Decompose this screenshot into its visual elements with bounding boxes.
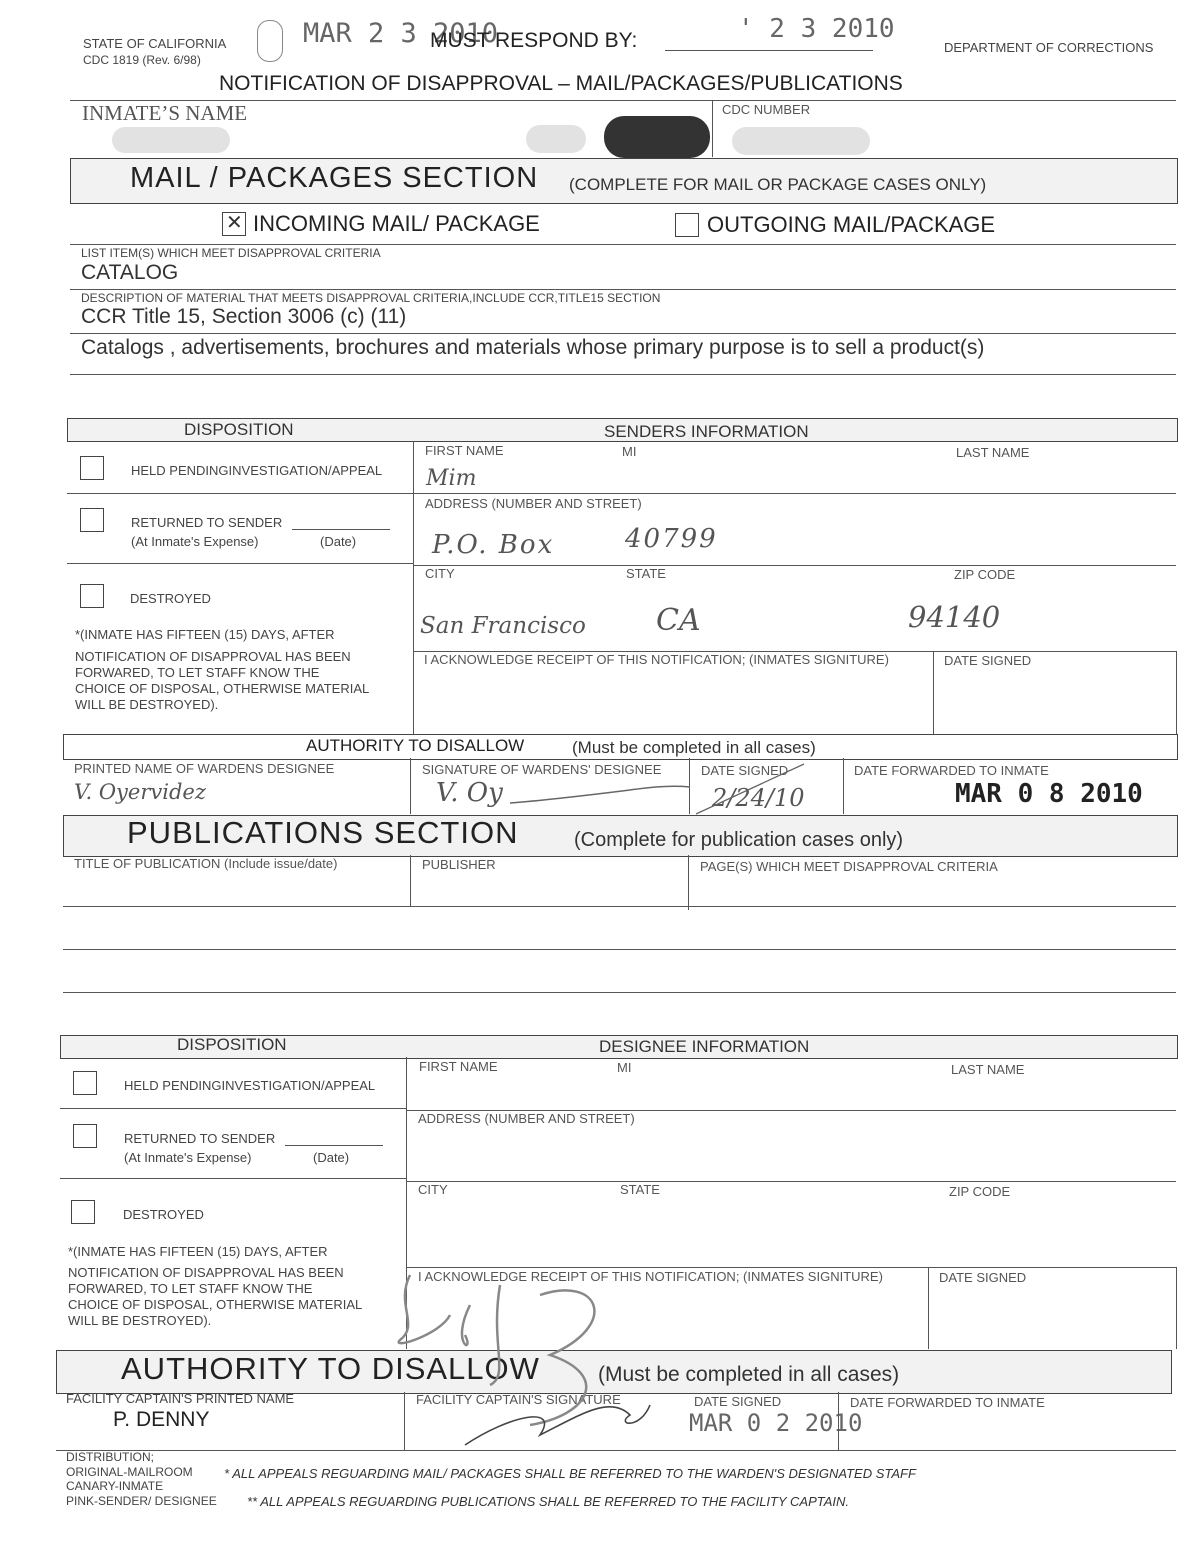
date-forwarded-label: DATE FORWARDED TO INMATE [854,763,1049,778]
returned-label: RETURNED TO SENDER [131,515,283,530]
redaction-mark [732,127,870,155]
state-label: STATE OF CALIFORNIA [83,36,227,51]
sender-address-label: ADDRESS (NUMBER AND STREET) [425,496,642,511]
sender-state-value: CA [656,603,701,638]
designee-zip-label: ZIP CODE [949,1184,1011,1199]
destroyed-checkbox[interactable] [80,584,104,608]
wardens-signature-label: SIGNATURE OF WARDENS' DESIGNEE [422,762,662,777]
destroyed-2-checkbox[interactable] [71,1200,95,1224]
captain-signature-stroke [465,1405,650,1445]
must-respond-label: MUST RESPOND BY: [430,29,638,52]
sender-state-label: STATE [626,566,666,581]
footer-note-publications: ** ALL APPEALS REGUARDING PUBLICATIONS SHALL BE REFERRED TO THE FACILITY CAPTAIN. [247,1494,850,1509]
designee-mi-label: MI [617,1060,632,1075]
designee-state-label: STATE [620,1182,660,1197]
designee-first-name-label: FIRST NAME [419,1059,498,1074]
note-line-1: *(INMATE HAS FIFTEEN (15) DAYS, AFTER [75,627,335,642]
form-title: NOTIFICATION OF DISAPPROVAL – MAIL/PACKAGES/PUBLICATIONS [219,72,903,95]
sender-first-name-label: FIRST NAME [425,443,504,458]
form-number: CDC 1819 (Rev. 6/98) [83,53,201,67]
held-2-checkbox[interactable] [73,1071,97,1095]
footer-note-mail: * ALL APPEALS REGUARDING MAIL/ PACKAGES SHALL BE REFERRED TO THE WARDEN'S DESIGNATED STAFF [224,1466,916,1481]
date-forwarded-stamp: MAR 0 8 2010 [955,779,1143,809]
wardens-designee-name-label: PRINTED NAME OF WARDENS DESIGNEE [74,761,335,776]
publication-title-label: TITLE OF PUBLICATION (Include issue/date) [74,856,338,871]
date-signed-label: DATE SIGNED [701,763,789,778]
sender-date-signed-label: DATE SIGNED [944,653,1032,668]
captain-name-label: FACILITY CAPTAIN'S PRINTED NAME [66,1391,295,1406]
designee-city-label: CITY [418,1182,448,1197]
note-line-4: CHOICE OF DISPOSAL, OTHERWISE MATERIAL [75,681,370,696]
wardens-signature-stroke [500,775,700,815]
note-2-line-5: WILL BE DESTROYED). [68,1313,212,1328]
description-label: DESCRIPTION OF MATERIAL THAT MEETS DISAPPROVAL CRITERIA,INCLUDE CCR,TITLE15 SECTION [81,291,661,305]
at-expense-label: (At Inmate's Expense) [131,534,259,549]
inmate-name-label: INMATE’S NAME [82,101,248,125]
sender-ack-label: I ACKNOWLEDGE RECEIPT OF THIS NOTIFICATION; (INMATES SIGNITURE) [424,652,889,667]
description-value-line1: CCR Title 15, Section 3006 (c) (11) [81,305,407,328]
cdc-number-label: CDC NUMBER [722,102,811,117]
held-2-label: HELD PENDINGINVESTIGATION/APPEAL [124,1078,376,1093]
sender-address-value-2: 40799 [625,524,718,554]
distribution-label: DISTRIBUTION; [66,1450,155,1464]
captain-name-value: P. DENNY [113,1408,210,1431]
sender-zip-value: 94140 [908,600,1001,634]
authority-2-subtitle: (Must be completed in all cases) [598,1363,900,1386]
publisher-label: PUBLISHER [422,857,496,872]
must-respond-line [665,50,873,51]
department-label: DEPARTMENT OF CORRECTIONS [944,40,1154,55]
authority-2-date-stamp: MAR 0 2 2010 [689,1409,863,1437]
at-expense-2-label: (At Inmate's Expense) [124,1150,252,1165]
returned-checkbox[interactable] [80,508,104,532]
note-line-2: NOTIFICATION OF DISAPPROVAL HAS BEEN [75,649,351,664]
date-signed-value: 2/24/10 [712,784,805,812]
mail-section-title: MAIL / PACKAGES SECTION [130,162,539,194]
held-checkbox[interactable] [80,456,104,480]
outgoing-mail-label: OUTGOING MAIL/PACKAGE [707,212,996,237]
distribution-pink: PINK-SENDER/ DESIGNEE [66,1494,217,1508]
sender-zip-label: ZIP CODE [954,567,1016,582]
outgoing-mail-checkbox[interactable] [675,213,699,237]
note-2-line-4: CHOICE OF DISPOSAL, OTHERWISE MATERIAL [68,1297,363,1312]
received-stamp: MAR 2 3 2010 [303,18,499,49]
note-2-line-3: FORWARED, TO LET STAFF KNOW THE [68,1281,313,1296]
signature-stroke [510,786,690,803]
wardens-signature-value: V. Oy [436,778,503,808]
destroyed-2-label: DESTROYED [123,1207,204,1222]
designee-date-signed-label: DATE SIGNED [939,1270,1027,1285]
publications-subtitle: (Complete for publication cases only) [574,829,904,851]
designee-address-label: ADDRESS (NUMBER AND STREET) [418,1111,635,1126]
held-label: HELD PENDINGINVESTIGATION/APPEAL [131,463,383,478]
sender-city-value: San Francisco [420,613,586,639]
sender-address-value-1: P.O. Box [432,530,555,560]
captain-signature-label: FACILITY CAPTAIN'S SIGNATURE [416,1392,621,1407]
note-line-3: FORWARED, TO LET STAFF KNOW THE [75,665,320,680]
designee-last-name-label: LAST NAME [951,1062,1025,1077]
incoming-mail-checkbox[interactable] [222,212,246,236]
sender-first-name-value: Mim [426,466,477,491]
checkbox-x-icon: ✕ [226,212,243,234]
redaction-mark [112,127,230,153]
scribble-stroke [399,1275,595,1425]
handwritten-scribble [380,1265,760,1455]
sender-city-label: CITY [425,566,455,581]
date-signed-slash [686,760,816,816]
must-respond-stamp: ' 2 3 2010 [738,14,895,44]
publications-title: PUBLICATIONS SECTION [127,815,519,850]
received-stamp-circle [257,20,283,62]
items-value: CATALOG [81,261,179,284]
note-2-line-1: *(INMATE HAS FIFTEEN (15) DAYS, AFTER [68,1244,328,1259]
sender-mi-label: MI [622,444,637,459]
designee-ack-label: I ACKNOWLEDGE RECEIPT OF THIS NOTIFICATION; (INMATES SIGNITURE) [418,1269,883,1284]
returned-2-label: RETURNED TO SENDER [124,1131,276,1146]
returned-2-checkbox[interactable] [73,1124,97,1148]
mail-section-subtitle: (COMPLETE FOR MAIL OR PACKAGE CASES ONLY) [569,175,987,194]
sender-last-name-label: LAST NAME [956,445,1030,460]
note-line-5: WILL BE DESTROYED). [75,697,219,712]
authority-2-forwarded-label: DATE FORWARDED TO INMATE [850,1395,1045,1410]
authority-2-title: AUTHORITY TO DISALLOW [121,1351,540,1386]
disposition-2-header: DISPOSITION [177,1035,287,1054]
redaction-mark [604,116,710,158]
redaction-mark [526,125,586,153]
destroyed-label: DESTROYED [130,591,211,606]
disposition-header: DISPOSITION [184,420,294,439]
items-label: LIST ITEM(S) WHICH MEET DISAPPROVAL CRITERIA [81,246,381,260]
date-2-label: (Date) [313,1150,350,1165]
pages-label: PAGE(S) WHICH MEET DISAPPROVAL CRITERIA [700,859,998,874]
designee-header: DESIGNEE INFORMATION [599,1037,810,1056]
distribution-canary: CANARY-INMATE [66,1479,164,1493]
distribution-original: ORIGINAL-MAILROOM [66,1465,193,1479]
authority-2-date-label: DATE SIGNED [694,1394,782,1409]
wardens-designee-name-value: V. Oyervidez [74,780,206,804]
note-2-line-2: NOTIFICATION OF DISAPPROVAL HAS BEEN [68,1265,344,1280]
slash-stroke [696,764,804,814]
date-label: (Date) [320,534,357,549]
description-value-line2: Catalogs , advertisements, brochures and materials whose primary purpose is to sell a product(s) [81,336,985,359]
authority-title: AUTHORITY TO DISALLOW [306,736,525,755]
incoming-mail-label: INCOMING MAIL/ PACKAGE [253,211,540,236]
senders-header: SENDERS INFORMATION [604,422,809,441]
authority-subtitle: (Must be completed in all cases) [572,738,816,757]
